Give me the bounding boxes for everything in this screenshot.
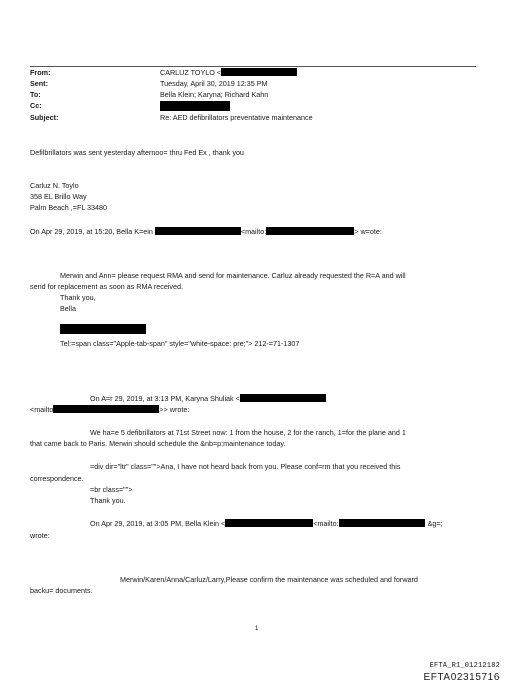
cc-label: Cc: <box>30 101 42 110</box>
quote3-message-a: Merwin/Karen/Anna/Carluz/Larry,Please confirm the maintenance was scheduled and forward <box>120 575 418 584</box>
quote3-mailto: <mailto: <box>313 519 339 528</box>
redacted-email <box>240 394 326 402</box>
from-sender: CARLUZ TOYLO < <box>160 68 222 77</box>
quote2-mailto: <mailto <box>30 405 54 414</box>
quote3-intro <box>90 519 443 528</box>
page-number: 1 <box>255 626 259 632</box>
from-value <box>160 68 297 77</box>
sent-label: Sent: <box>30 79 48 88</box>
quote2-message-a: We ha=e 5 defibrillators at 71st Street now: 1 from the house, 2 for the ranch, 1=for the plane and 1 <box>90 428 406 437</box>
quote1-message-a: Merwin and Ann= please request RMA and send for maintenance. Carluz already requested the R=A and will <box>60 271 406 280</box>
subject-value: Re: AED defibrillators preventative maintenance <box>160 113 313 122</box>
quote2-message-b: that came back to Paris. Merwin should schedule the &nb=p;maintenance today. <box>30 439 286 448</box>
quote1-wrote: > w=ote: <box>354 227 382 236</box>
quote1-intro-text: On Apr 29, 2019, at 15:20, Bella K=ein <box>30 227 153 236</box>
subject-label: Subject: <box>30 113 59 122</box>
quote2-intro <box>90 394 326 403</box>
footer-ref-small: EFTA_R1_01212182 <box>429 662 500 670</box>
quote2-thanks: Thank you. <box>90 496 126 505</box>
redacted-cc <box>160 101 230 111</box>
quote3-gt: &g=; <box>427 519 443 528</box>
quote3-wrote: wrote: <box>30 531 50 540</box>
sent-value: Tuesday, April 30, 2019 12:35 PM <box>160 79 268 88</box>
signature-address-2: Palm Beach ,=FL 33480 <box>30 203 108 212</box>
footer-ref-large: EFTA02315716 <box>423 672 500 683</box>
quote3-intro-text: On Apr 29, 2019, at 3:05 PM, Bella Klein < <box>90 519 226 528</box>
from-label: From: <box>30 68 51 77</box>
body-line-1: Defilbrillators was sent yesterday afternoo= thru Fed Ex , thank you <box>30 148 244 157</box>
quote2-div-a: =div dir="ltr" class="">Ana, I have not heard back from you. Please conf=rm that you received this <box>90 462 401 471</box>
to-label: To: <box>30 90 41 99</box>
quote1-mailto: <mailto: <box>240 227 267 236</box>
quote1-thanks: Thank you, <box>60 293 96 302</box>
quote1-tel: Tel:=span class="Apple-tab-span" style="white-space: pre;"> 212-=71-1307 <box>60 339 300 348</box>
quote2-wrote: >> wrote: <box>159 405 190 414</box>
redacted-email <box>221 68 297 76</box>
header-top-rule <box>30 66 476 67</box>
redacted-email <box>266 227 354 235</box>
redacted-signature <box>60 324 146 334</box>
redacted-email <box>339 519 425 527</box>
to-value: Bella Klein; Karyna; Richard Kahn <box>160 90 269 99</box>
redacted-email <box>225 519 313 527</box>
quote3-message-b: backu= documents. <box>30 586 93 595</box>
quote1-intro <box>30 227 382 236</box>
quote2-br: =br class=""> <box>90 485 133 494</box>
quote2-mailto-line <box>30 405 189 414</box>
quote1-name: Bella <box>60 304 76 313</box>
signature-name: Carluz N. Toylo <box>30 181 79 190</box>
redacted-email <box>155 227 241 235</box>
signature-address-1: 358 EL Brillo Way <box>30 192 87 201</box>
quote1-message-b: send for replacement as soon as RMA received. <box>30 282 184 291</box>
redacted-email <box>53 405 159 413</box>
quote2-div-b: correspondence. <box>30 474 84 483</box>
quote2-intro-text: On A=r 29, 2019, at 3:13 PM, Karyna Shuliak < <box>90 394 240 403</box>
